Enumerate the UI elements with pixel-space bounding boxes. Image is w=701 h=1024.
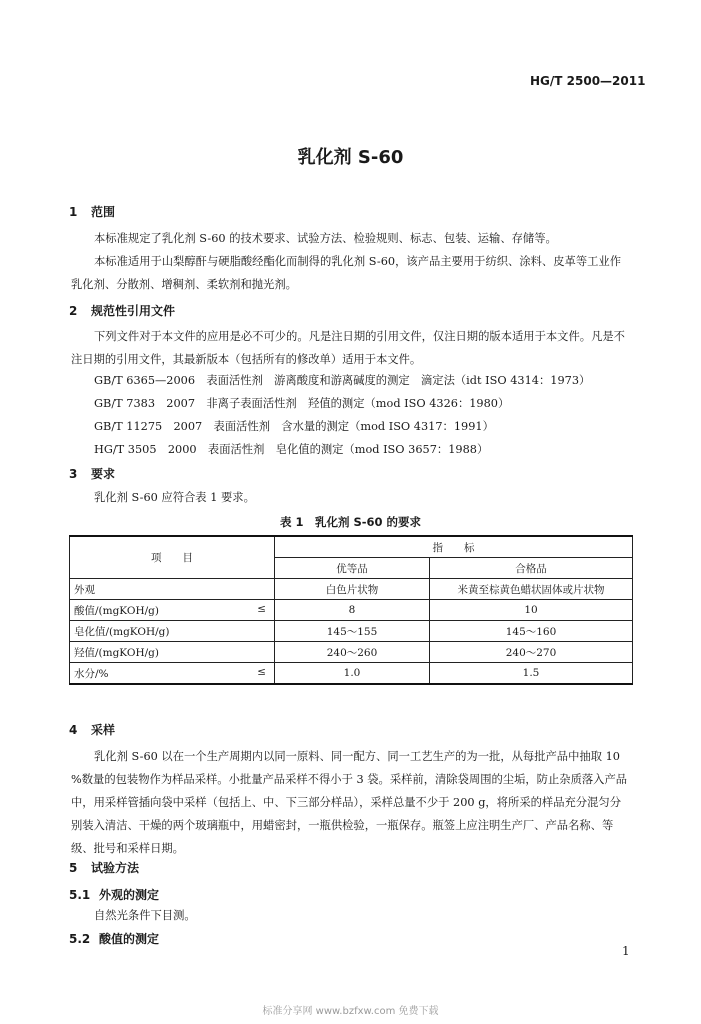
table-cell-value: 240～270 [430,642,633,663]
table-cell-value: 米黄至棕黄色蜡状固体或片状物 [430,579,633,600]
table-header-index: 指 标 [275,536,633,558]
section-4-heading [69,721,115,738]
table-cell-value: 8 [275,600,430,621]
reference-item: GB/T 6365—2006 表面活性剂 游离酸度和游离碱度的测定 滴定法（idt ISO 4314：1973） [94,374,591,387]
subsection-5-1-heading [69,886,159,903]
table-cell-value: 1.5 [430,663,633,685]
footer-watermark: 标准分享网 www.bzfxw.com 免费下载 [262,1006,439,1017]
section-number: 5.1 [69,888,91,902]
section-title: 采样 [91,723,116,737]
reference-item: GB/T 7383 2007 非离子表面活性剂 羟值的测定（mod ISO 4326：1980） [94,397,510,410]
section-1-heading [69,203,115,220]
reference-item: HG/T 3505 2000 表面活性剂 皂化值的测定（mod ISO 3657：1988） [94,443,489,456]
table-header-grade2: 合格品 [430,558,633,579]
table-cell-value: 白色片状物 [275,579,430,600]
paragraph: 乳化剂 S-60 应符合表 1 要求。 [94,491,255,504]
table-row [70,621,633,642]
paragraph: 本标准规定了乳化剂 S-60 的技术要求、试验方法、检验规则、标志、包装、运输、存储等。 [94,232,557,245]
section-number: 3 [69,467,78,481]
table-cell-value: 145～155 [275,621,430,642]
section-number: 4 [69,723,78,737]
section-number: 5.2 [69,932,91,946]
section-title: 规范性引用文件 [91,304,176,318]
table-header-item: 项 目 [70,536,275,579]
subsection-5-2-heading [69,930,159,947]
table-cell-value: 240～260 [275,642,430,663]
section-2-heading [69,302,175,319]
table-cell-value: 145～160 [430,621,633,642]
section-title: 酸值的测定 [99,932,160,946]
section-number: 1 [69,205,78,219]
table-row [70,579,633,600]
section-3-heading [69,465,115,482]
table-header-grade1: 优等品 [275,558,430,579]
table-row [70,642,633,663]
table-row [70,600,633,621]
section-title: 范围 [91,205,116,219]
reference-item: GB/T 11275 2007 表面活性剂 含水量的测定（mod ISO 4317：1991） [94,420,494,433]
paragraph: 自然光条件下目测。 [94,909,196,922]
requirements-table [69,535,633,685]
table-cell-item: 皂化值/(mgKOH/g) [70,621,275,642]
section-title: 要求 [91,467,116,481]
page-number: 1 [622,944,630,958]
section-title: 试验方法 [91,861,140,875]
table-cell-value: 10 [430,600,633,621]
standard-code: HG/T 2500—2011 [530,74,646,88]
table-row [70,663,633,685]
table-caption: 表 1 乳化剂 S-60 的要求 [279,515,422,529]
paragraph: 乳化剂 S-60 以在一个生产周期内以同一原料、同一配方、同一工艺生产的为一批，从每批产品中抽取 10 %数量的包装物作为样品采样。小批量产品采样不得小于 3 袋。采样前，清除袋周围的尘垢，防止杂质落入产品中，用采样管插向袋中采样（包括上、中、下三部分样品），采样总量不少于 200 g，将所采的样品充分混匀分别装入清洁、干燥的两个玻璃瓶中，用蜡密封，一瓶供检验，一瓶保存。瓶签上应注明生产厂、产品名称、等级、批号和采样日期。 [71,750,628,855]
section-title: 外观的测定 [99,888,160,902]
paragraph: 下列文件对于本文件的应用是必不可少的。凡是注日期的引用文件，仅注日期的版本适用于本文件。凡是不注日期的引用文件，其最新版本（包括所有的修改单）适用于本文件。 [71,330,625,366]
table-cell-item: 水分/% ≤ [70,663,275,685]
table-cell-value: 1.0 [275,663,430,685]
table-cell-item: 酸值/(mgKOH/g) ≤ [70,600,275,621]
paragraph: 本标准适用于山梨醇酐与硬脂酸经酯化而制得的乳化剂 S-60，该产品主要用于纺织、涂料、皮革等工业作乳化剂、分散剂、增稠剂、柔软剂和抛光剂。 [71,255,622,291]
table-cell-item: 外观 [70,579,275,600]
section-number: 5 [69,861,78,875]
page-title: 乳化剂 S-60 [297,147,404,168]
section-number: 2 [69,304,78,318]
table-cell-item: 羟值/(mgKOH/g) [70,642,275,663]
section-5-heading [69,859,139,876]
